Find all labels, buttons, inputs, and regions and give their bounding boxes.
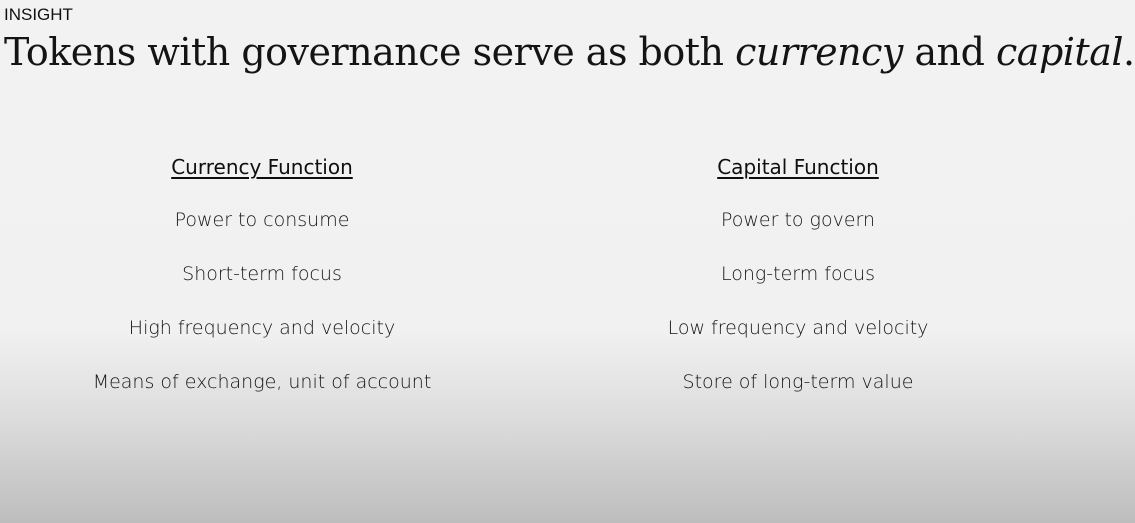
column-item: Store of long-term value (682, 371, 914, 393)
slide-headline (4, 30, 1135, 74)
column-heading-capital: Capital Function (717, 155, 879, 179)
column-item: Long-term focus (720, 263, 876, 285)
column-item: High frequency and velocity (128, 317, 396, 339)
capital-function-column (598, 153, 998, 396)
headline-suffix: . (1123, 30, 1135, 74)
column-item: Low frequency and velocity (667, 317, 929, 339)
headline-middle: and (902, 30, 997, 74)
headline-emphasis-currency: currency (735, 30, 903, 74)
column-item: Short-term focus (182, 263, 342, 285)
column-item: Means of exchange, unit of account (92, 371, 432, 393)
headline-prefix: Tokens with governance serve as both (4, 30, 736, 74)
column-item: Power to govern (720, 209, 876, 231)
headline-emphasis-capital: capital (996, 30, 1124, 74)
column-heading-currency: Currency Function (171, 155, 353, 179)
column-item: Power to consume (174, 209, 350, 231)
currency-function-column (62, 153, 462, 396)
section-kicker: INSIGHT (4, 5, 73, 24)
